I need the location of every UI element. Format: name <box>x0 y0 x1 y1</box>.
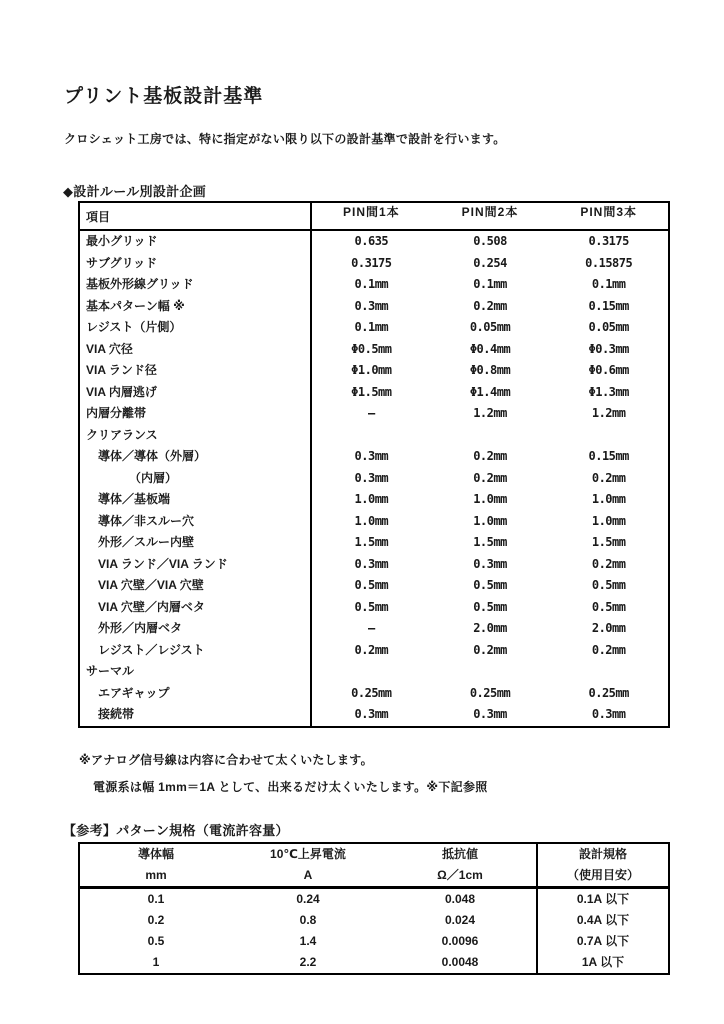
column-header-pin1: PIN間1本 <box>342 205 400 219</box>
row-label: （内層） <box>80 468 312 490</box>
cell-value: Φ1.0mm <box>351 363 392 377</box>
table-row <box>80 554 668 576</box>
cell-value: 1.5mm <box>354 535 389 549</box>
cell-value: 0.05mm <box>469 320 511 334</box>
column-header-conductor-width: 導体幅 <box>137 847 174 861</box>
table-row <box>80 640 668 662</box>
column-header-resistance: 抵抗値 <box>441 847 478 861</box>
cell-value: 0.048 <box>444 892 476 906</box>
cell-value: ― <box>367 406 375 420</box>
cell-value: 0.7A 以下 <box>536 931 668 952</box>
cell-value: 0.1mm <box>591 277 626 291</box>
cell-value: 0.25mm <box>588 685 629 700</box>
cell-value: Φ1.5mm <box>351 384 392 399</box>
cell-value: 0.2mm <box>591 642 626 657</box>
row-label: サブグリッド <box>80 253 312 275</box>
table-row <box>80 952 668 973</box>
cell-value: 0.25mm <box>469 685 511 700</box>
row-label: VIA ランド／VIA ランド <box>80 554 312 576</box>
cell-value: 2.2 <box>299 955 317 969</box>
cell-value: 0.1mm <box>473 277 507 291</box>
cell-value: 0.1mm <box>354 277 389 291</box>
cell-value: 0.2mm <box>591 556 626 571</box>
column-header-design-spec: 設計規格 <box>536 844 668 865</box>
cell-value: 2.0mm <box>473 621 507 635</box>
row-label: VIA 内層逃げ <box>80 382 312 404</box>
row-label: VIA 穴壁／内層ベタ <box>80 597 312 619</box>
cell-value: 0.2mm <box>473 470 507 485</box>
cell-value: 0.8 <box>299 913 317 927</box>
table-row <box>80 425 668 447</box>
cell-value: 0.05mm <box>588 320 629 334</box>
cell-value: 1.0mm <box>473 492 507 506</box>
row-label: 基本パターン幅 ※ <box>80 296 312 318</box>
cell-value: 0.3mm <box>354 556 389 571</box>
cell-value: 0.15mm <box>588 449 629 463</box>
cell-value: 1.0mm <box>591 513 626 528</box>
column-unit-ohm: Ω／1cm <box>437 868 483 882</box>
note-power-width: 電源系は幅 1mm＝1A として、出来るだけ太くいたします。※下記参照 <box>93 780 488 794</box>
cell-value: 1.4 <box>299 934 317 948</box>
table-row <box>80 339 668 361</box>
cell-value: Φ0.8mm <box>469 363 511 377</box>
column-unit-a: A <box>303 868 313 882</box>
row-label: VIA ランド径 <box>80 360 312 382</box>
cell-value: 0.3mm <box>354 449 389 463</box>
row-label: サーマル <box>80 661 312 683</box>
cell-value: 1A 以下 <box>536 952 668 973</box>
cell-value: 0.5mm <box>354 578 389 592</box>
cell-value <box>312 661 431 683</box>
table-row <box>80 231 668 253</box>
cell-value: 0.2mm <box>473 449 507 463</box>
pattern-spec-table-body <box>80 889 668 973</box>
row-label: クリアランス <box>80 425 312 447</box>
cell-value: Φ1.3mm <box>588 384 629 399</box>
table-row <box>80 382 668 404</box>
table-row <box>80 403 668 425</box>
cell-value: 0.2mm <box>591 470 626 485</box>
column-unit-mm: mm <box>145 868 167 882</box>
design-rules-table-body <box>80 231 668 726</box>
cell-value: 1.5mm <box>591 535 626 549</box>
cell-value: 0.3175 <box>588 234 629 248</box>
cell-value: Φ0.5mm <box>351 341 392 356</box>
cell-value: 0.2mm <box>473 298 507 313</box>
table-row <box>80 360 668 382</box>
note-analog-signal: ※アナログ信号線は内容に合わせて太くいたします。 <box>79 753 373 767</box>
cell-value: 0.2mm <box>473 642 507 657</box>
cell-value: Φ0.6mm <box>588 363 629 377</box>
pattern-spec-table <box>78 842 670 975</box>
cell-value: 0.24 <box>296 892 320 906</box>
row-label: VIA 穴壁／VIA 穴壁 <box>80 575 312 597</box>
cell-value: 0.5mm <box>473 578 507 592</box>
cell-value: 0.0096 <box>441 934 479 948</box>
intro-text: クロシェット工房では、特に指定がない限り以下の設計基準で設計を行います。 <box>64 132 506 146</box>
table-row <box>80 253 668 275</box>
cell-value: 0.3mm <box>473 556 507 571</box>
table-row <box>80 468 668 490</box>
cell-value: 0.3mm <box>354 470 389 485</box>
row-label: 導体／非スルー穴 <box>80 511 312 533</box>
table-row <box>80 532 668 554</box>
cell-value: 0.1mm <box>354 320 389 334</box>
row-label: VIA 穴径 <box>80 339 312 361</box>
table-row <box>80 931 668 952</box>
cell-value <box>431 661 550 683</box>
row-label: 接続帯 <box>80 704 312 726</box>
cell-value: 0.3mm <box>591 707 626 721</box>
cell-value: Φ0.3mm <box>588 341 629 356</box>
row-label: エアギャップ <box>80 683 312 705</box>
design-rules-table <box>78 201 670 728</box>
cell-value: 1.0mm <box>354 513 389 528</box>
cell-value: 0.2mm <box>354 642 389 657</box>
row-label: レジスト（片側） <box>80 317 312 339</box>
cell-value: 0.25mm <box>351 685 392 700</box>
table-row <box>80 296 668 318</box>
cell-value: 1.5mm <box>473 535 507 549</box>
table-row <box>80 489 668 511</box>
cell-value: 0.5 <box>147 934 165 948</box>
pattern-spec-heading: 【参考】パターン規格（電流許容量） <box>63 823 289 838</box>
cell-value: 1.2mm <box>591 406 626 420</box>
row-label: 導体／導体（外層） <box>80 446 312 468</box>
page-title: プリント基板設計基準 <box>64 85 264 107</box>
cell-value: 0.15mm <box>588 298 629 313</box>
table-row <box>80 597 668 619</box>
cell-value <box>312 425 431 447</box>
cell-value: 0.254 <box>473 255 507 270</box>
cell-value: 0.0048 <box>441 955 479 969</box>
cell-value: 1.0mm <box>591 492 626 506</box>
cell-value: 0.5mm <box>591 599 626 614</box>
cell-value: 0.4A 以下 <box>536 910 668 931</box>
cell-value <box>431 425 550 447</box>
cell-value <box>549 661 668 683</box>
cell-value: 0.15875 <box>585 255 633 270</box>
cell-value: 1.0mm <box>354 492 389 506</box>
row-label: 外形／内層ベタ <box>80 618 312 640</box>
table-row <box>80 683 668 705</box>
table-row <box>80 511 668 533</box>
column-header-item: 項目 <box>80 203 312 229</box>
cell-value: 0.635 <box>354 234 389 248</box>
table-row <box>80 575 668 597</box>
design-rules-table-header <box>80 203 668 231</box>
table-row <box>80 661 668 683</box>
cell-value: 2.0mm <box>591 621 626 635</box>
column-header-rise-current: 10℃上昇電流 <box>270 847 346 861</box>
table-row <box>80 889 668 910</box>
cell-value: 1.0mm <box>473 513 507 528</box>
table-row <box>80 274 668 296</box>
row-label: 外形／スルー内壁 <box>80 532 312 554</box>
cell-value <box>549 425 668 447</box>
cell-value: 0.1A 以下 <box>536 889 668 910</box>
cell-value: ― <box>367 621 375 635</box>
row-label: 内層分離帯 <box>80 403 312 425</box>
cell-value: 1 <box>152 955 160 969</box>
table-row <box>80 910 668 931</box>
cell-value: Φ1.4mm <box>469 384 511 399</box>
table-row <box>80 704 668 726</box>
cell-value: 0.508 <box>473 234 507 248</box>
cell-value: 0.3mm <box>354 298 389 313</box>
column-unit-purpose: （使用目安） <box>536 865 668 886</box>
table-row <box>80 618 668 640</box>
row-label: レジスト／レジスト <box>80 640 312 662</box>
table-row <box>80 446 668 468</box>
cell-value: 0.1 <box>147 892 165 906</box>
cell-value: 0.3175 <box>351 255 392 270</box>
row-label: 最小グリッド <box>80 231 312 253</box>
design-rules-heading: ◆設計ルール別設計企画 <box>63 184 207 199</box>
cell-value: 0.024 <box>444 913 476 927</box>
cell-value: 0.2 <box>147 913 165 927</box>
row-label: 基板外形線グリッド <box>80 274 312 296</box>
cell-value: 1.2mm <box>473 406 507 420</box>
cell-value: 0.5mm <box>354 599 389 614</box>
column-header-pin2: PIN間2本 <box>461 205 519 219</box>
row-label: 導体／基板端 <box>80 489 312 511</box>
pattern-spec-table-header <box>80 844 668 889</box>
cell-value: 0.3mm <box>473 707 507 721</box>
table-row <box>80 317 668 339</box>
cell-value: 0.3mm <box>354 707 389 721</box>
cell-value: 0.5mm <box>473 599 507 614</box>
column-header-pin3: PIN間3本 <box>580 205 638 219</box>
cell-value: 0.5mm <box>591 578 626 592</box>
cell-value: Φ0.4mm <box>469 341 511 356</box>
